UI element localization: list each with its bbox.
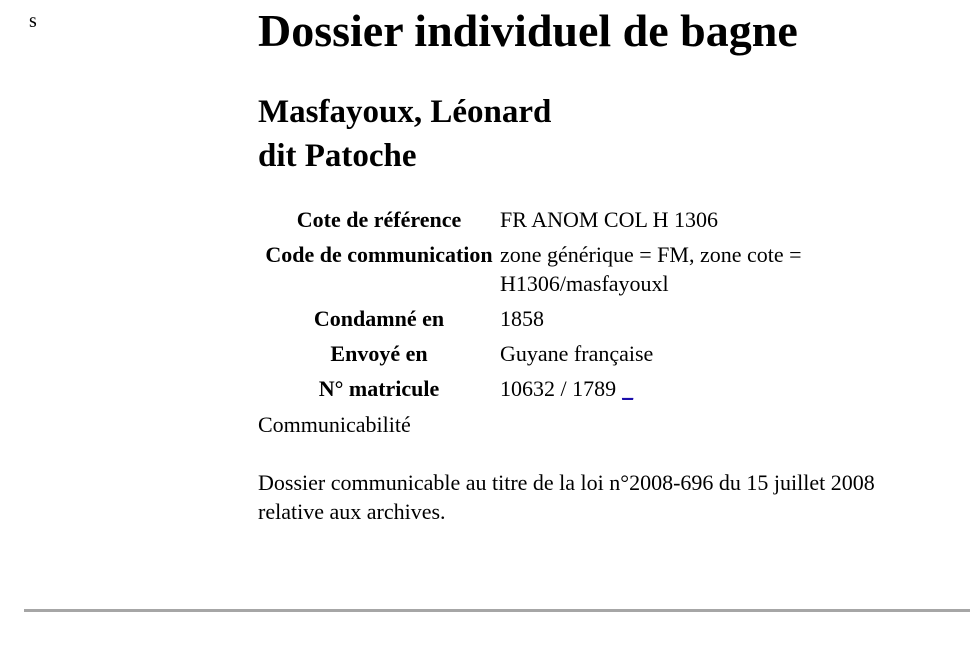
details-label: Code de communication (265, 242, 493, 267)
matricule-link[interactable]: _ (622, 376, 634, 401)
communicability-label: Communicabilité (258, 412, 411, 437)
details-value: zone générique = FM, zone cote = H1306/masfayouxl (500, 242, 802, 296)
corner-mark: s (29, 10, 37, 32)
details-value-cell (500, 374, 880, 409)
details-row-cote (258, 205, 880, 240)
details-value: Guyane française (500, 341, 654, 366)
page-title: Dossier individuel de bagne (258, 5, 798, 56)
person-name-line2: dit Patoche (258, 138, 417, 174)
details-value: 10632 / 1789 (500, 376, 617, 401)
details-label: Cote de référence (296, 207, 462, 232)
details-row-condamne (258, 304, 880, 339)
communicability-text: Dossier communicable au titre de la loi n°2008-696 du 15 juillet 2008 relative aux archives. (258, 470, 875, 524)
horizontal-rule (24, 609, 970, 612)
person-name (258, 90, 551, 178)
details-label: Envoyé en (330, 341, 428, 366)
person-name-line1: Masfayoux, Léonard (258, 94, 552, 130)
details-row-envoye (258, 339, 880, 374)
details-table (258, 205, 880, 409)
details-label: Condamné en (313, 306, 445, 331)
details-value: FR ANOM COL H 1306 (500, 207, 718, 232)
details-row-code (258, 240, 880, 304)
details-row-matricule (258, 374, 880, 409)
details-label: N° matricule (318, 376, 440, 401)
details-value: 1858 (500, 306, 544, 331)
